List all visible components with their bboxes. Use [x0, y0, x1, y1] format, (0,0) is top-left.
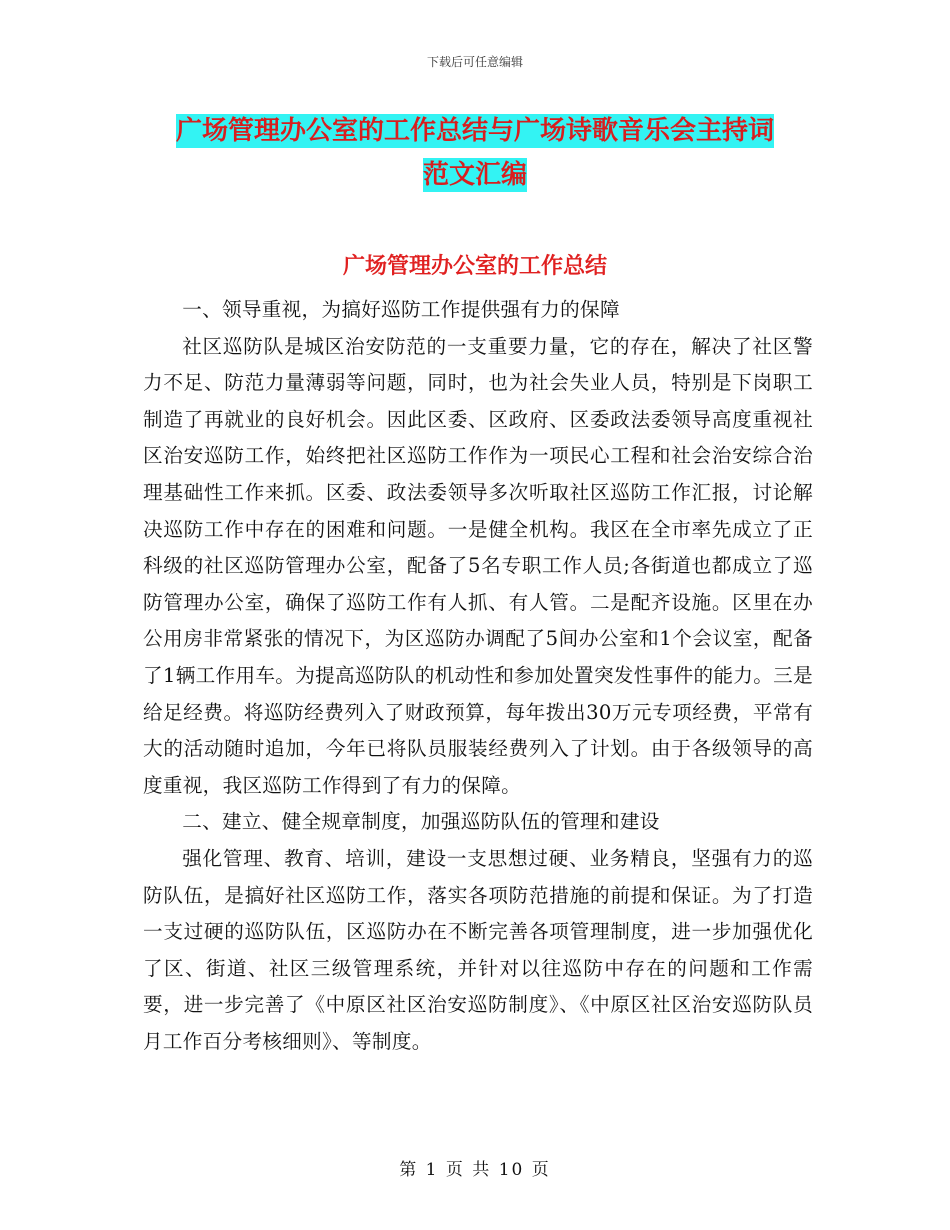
section-title: 广场管理办公室的工作总结: [342, 254, 607, 279]
paragraph: 一、领导重视，为搞好巡防工作提供强有力的保障: [182, 298, 620, 321]
document-body: [143, 292, 813, 1060]
paragraph: 强化管理、教育、培训，建设一支思想过硬、业务精良，坚强有力的巡防队伍，是搞好社区巡防工作，落实各项防范措施的前提和保证。为了打造一支过硬的巡防队伍，区巡防办在不断完善各项管理制度，进一步加强优化了区、街道、社区三级管理系统，并针对以往巡防中存在的问题和工作需要，进一步完善了《中原区社区治安巡防制度》、《中原区社区治安巡防队员月工作百分考核细则》、等制度。: [143, 846, 813, 1053]
paragraph: 社区巡防队是城区治安防范的一支重要力量，它的存在，解决了社区警力不足、防范力量薄弱等问题，同时，也为社会失业人员，特别是下岗职工制造了再就业的良好机会。因此区委、区政府、区委政法委领导高度重视社区治安巡防工作，始终把社区巡防工作作为一项民心工程和社会治安综合治理基础性工作来抓。区委、政法委领导多次听取社区巡防工作汇报，讨论解决巡防工作中存在的困难和问题。一是健全机构。我区在全市率先成立了正科级的社区巡防管理办公室，配备了5名专职工作人员;各街道也都成立了巡防管理办公室，确保了巡防工作有人抓、有人管。二是配齐设施。区里在办公用房非常紧张的情况下，为区巡防办调配了5间办公室和1个会议室，配备了1辆工作用车。为提高巡防队的机动性和参加处置突发性事件的能力。三是给足经费。将巡防经费列入了财政预算，每年拨出30万元专项经费，平常有大的活动随时追加，今年已将队员服装经费列入了计划。由于各级领导的高度重视，我区巡防工作得到了有力的保障。: [143, 334, 813, 797]
page-footer: 第 1 页 共 10 页: [399, 1160, 551, 1180]
document-title-text-2: 范文汇编: [422, 160, 527, 190]
document-title-text-1: 广场管理办公室的工作总结与广场诗歌音乐会主持词: [175, 116, 774, 146]
header-note: 下载后可任意编辑: [426, 55, 523, 69]
document-title-line-1: [0, 114, 950, 148]
paragraph: 二、建立、健全规章制度，加强巡防队伍的管理和建设: [182, 810, 660, 834]
document-title-line-2: [0, 158, 950, 192]
